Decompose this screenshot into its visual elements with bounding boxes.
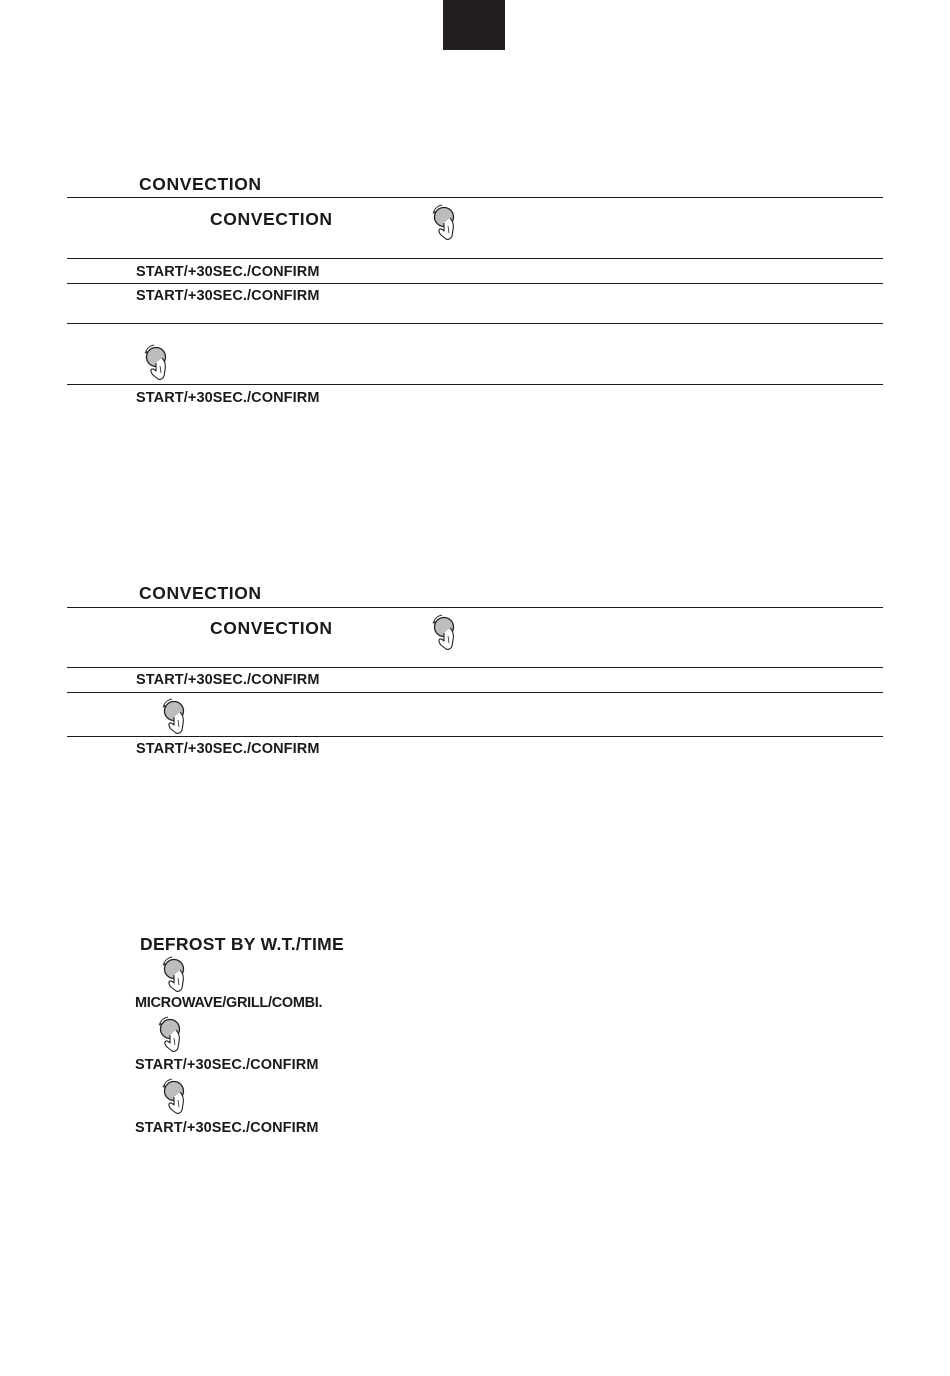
knob-icon (159, 1076, 191, 1116)
divider (67, 384, 883, 385)
divider (67, 607, 883, 608)
divider (67, 323, 883, 324)
divider (67, 197, 883, 198)
knob-icon (429, 612, 461, 652)
divider (67, 667, 883, 668)
divider (67, 258, 883, 259)
divider (67, 692, 883, 693)
knob-icon (141, 342, 173, 382)
convection-button-label: CONVECTION (210, 209, 333, 229)
section3-title: DEFROST BY W.T./TIME (140, 934, 345, 954)
page-tab-marker (443, 0, 505, 50)
knob-icon (159, 954, 191, 994)
divider (67, 736, 883, 737)
start-confirm-button-label: START/+30SEC./CONFIRM (135, 1057, 319, 1073)
start-confirm-button-label: START/+30SEC./CONFIRM (136, 264, 320, 280)
start-confirm-button-label: START/+30SEC./CONFIRM (136, 741, 320, 757)
knob-icon (159, 696, 191, 736)
start-confirm-button-label: START/+30SEC./CONFIRM (136, 390, 320, 406)
section1-title: CONVECTION (139, 174, 262, 194)
start-confirm-button-label: START/+30SEC./CONFIRM (136, 288, 320, 304)
divider (67, 283, 883, 284)
microwave-grill-combi-button-label: MICROWAVE/GRILL/COMBI. (135, 995, 323, 1011)
knob-icon (429, 202, 461, 242)
knob-icon (155, 1014, 187, 1054)
start-confirm-button-label: START/+30SEC./CONFIRM (135, 1120, 319, 1136)
start-confirm-button-label: START/+30SEC./CONFIRM (136, 672, 320, 688)
section2-title: CONVECTION (139, 583, 262, 603)
convection-button-label: CONVECTION (210, 618, 333, 638)
